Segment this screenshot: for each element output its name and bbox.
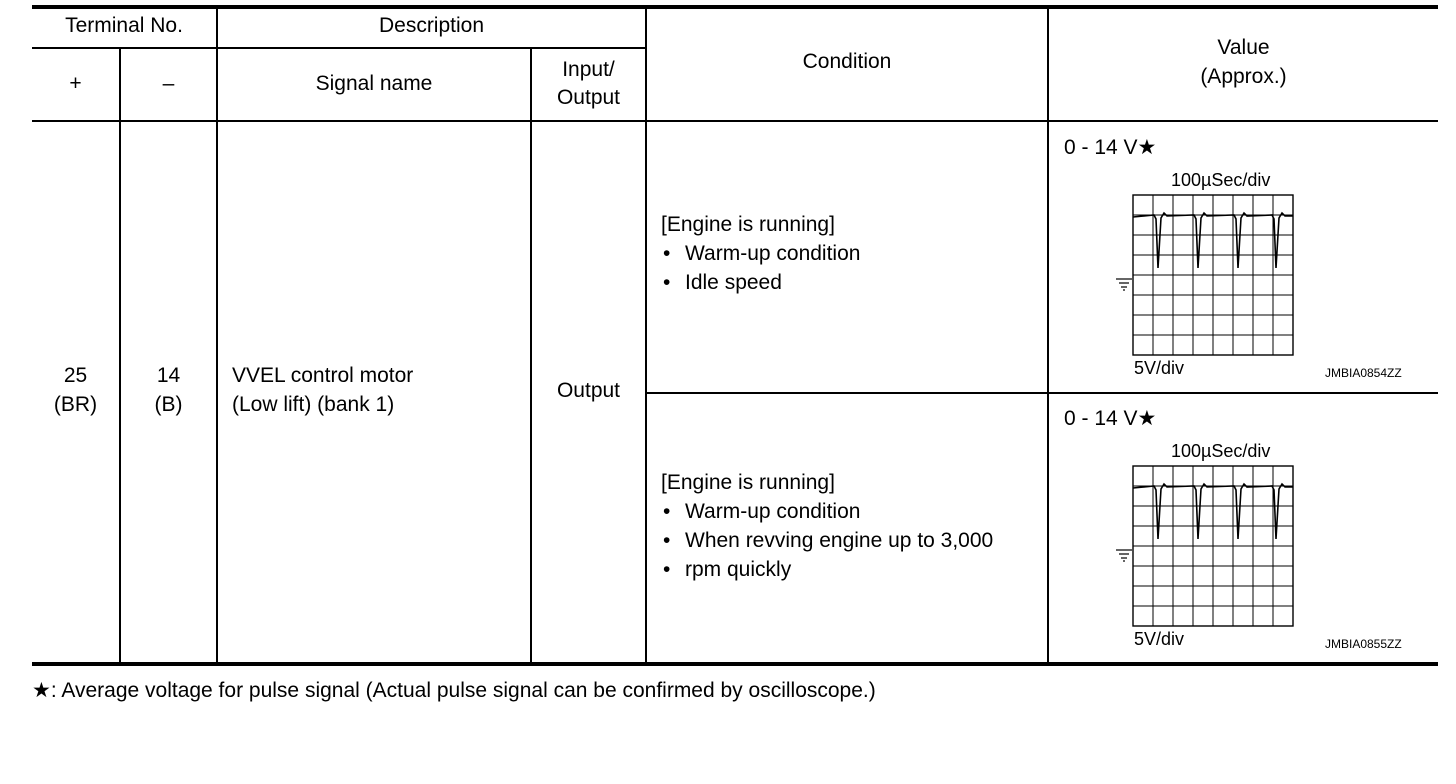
header-description: Description xyxy=(378,14,485,37)
scope-1-grid xyxy=(1133,195,1293,355)
oscilloscope-waveform-2 xyxy=(1116,464,1296,628)
header-value-line1: Value xyxy=(1217,36,1270,59)
table-bottom-rule xyxy=(32,662,1438,666)
table-top-rule xyxy=(32,5,1438,9)
header-minus: – xyxy=(162,72,175,95)
figure-1-id: JMBIA0854ZZ xyxy=(1325,366,1402,380)
header-input-output-line1: Input/ xyxy=(562,58,615,81)
scope-2-grid xyxy=(1133,466,1293,626)
value-1-voltage: 0 - 14 V★ xyxy=(1064,136,1157,159)
plus-terminal-color: (BR) xyxy=(53,393,98,416)
header-plus: + xyxy=(69,72,82,95)
col-divider-5 xyxy=(1047,9,1049,663)
footnote: ★: Average voltage for pulse signal (Actual pulse signal can be confirmed by oscilloscope.) xyxy=(32,679,876,702)
condition-2-bullet-1: • Warm-up condition xyxy=(661,497,993,526)
signal-name-line1: VVEL control motor xyxy=(232,364,414,387)
col-divider-4 xyxy=(645,9,647,663)
col-divider-3 xyxy=(530,49,532,663)
header-terminal-no: Terminal No. xyxy=(65,14,183,37)
scope-2-ground-icon xyxy=(1116,550,1132,561)
condition-1-bullet-2: • Idle speed xyxy=(661,268,860,297)
minus-terminal-number: 14 xyxy=(156,364,181,387)
io-value: Output xyxy=(556,379,621,402)
header-mid-rule xyxy=(32,47,646,49)
condition-1-bullet-1: • Warm-up condition xyxy=(661,239,860,268)
col-divider-1 xyxy=(119,49,121,663)
scope-1-time-div: 100µSec/div xyxy=(1171,170,1271,190)
signal-name-line2: (Low lift) (bank 1) xyxy=(232,393,395,416)
scope-2-volt-div: 5V/div xyxy=(1134,629,1185,649)
header-condition: Condition xyxy=(802,50,892,73)
header-bottom-rule xyxy=(32,120,1438,122)
header-signal-name: Signal name xyxy=(315,72,433,95)
scope-1-ground-icon xyxy=(1116,279,1132,290)
scope-1-volt-div: 5V/div xyxy=(1134,358,1185,378)
minus-terminal-color: (B) xyxy=(154,393,183,416)
header-value-line2: (Approx.) xyxy=(1200,65,1287,88)
condition-1 xyxy=(661,210,860,297)
value-2-voltage: 0 - 14 V★ xyxy=(1064,407,1157,430)
scope-2-time-div: 100µSec/div xyxy=(1171,441,1271,461)
condition-2 xyxy=(661,468,993,584)
condition-2-bullet-3: • rpm quickly xyxy=(661,555,993,584)
condition-2-heading: [Engine is running] xyxy=(661,471,835,494)
plus-terminal-number: 25 xyxy=(63,364,88,387)
condition-2-bullet-2: • When revving engine up to 3,000 xyxy=(661,526,993,555)
oscilloscope-waveform-1 xyxy=(1116,193,1296,357)
col-divider-2 xyxy=(216,9,218,663)
condition-1-heading: [Engine is running] xyxy=(661,213,835,236)
header-input-output-line2: Output xyxy=(556,86,621,109)
figure-2-id: JMBIA0855ZZ xyxy=(1325,637,1402,651)
row-divider-rule xyxy=(646,392,1438,394)
